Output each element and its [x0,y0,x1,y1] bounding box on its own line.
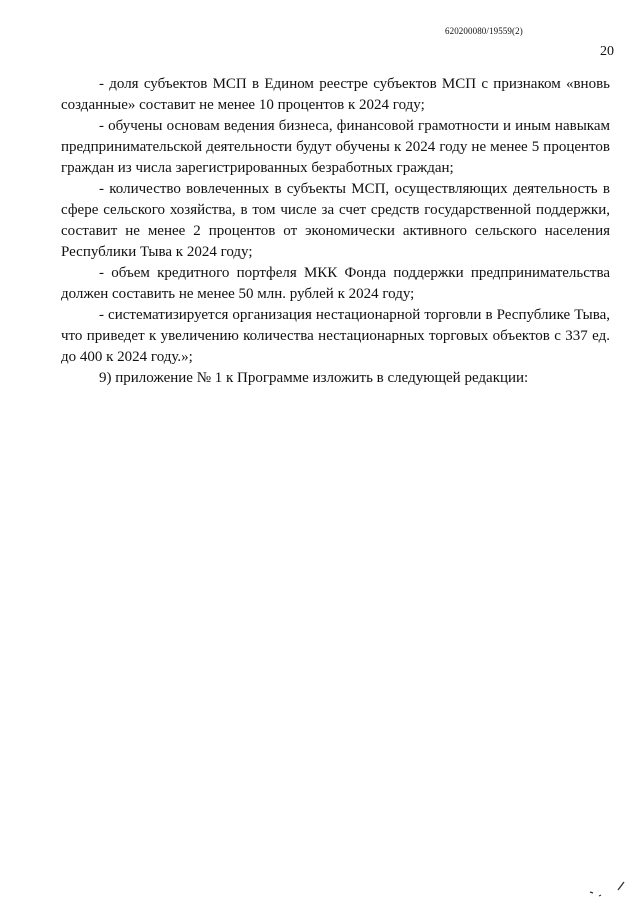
document-body [61,74,610,389]
page-number: 20 [600,44,614,59]
paragraph: - доля субъектов МСП в Едином реестре субъектов МСП с признаком «вновь созданные» составит не менее 10 процентов к 2024 году; [61,76,610,113]
scan-mark [588,878,628,900]
paragraph: 9) приложение № 1 к Программе изложить в следующей редакции: [99,370,529,386]
paragraph: - количество вовлеченных в субъекты МСП, осуществляющих деятельность в сфере сельского хозяйства, в том числе за счет средств государственной поддержки, составит не менее 2 процентов от экономически активного сельского населения Республики Тыва к 2024 году; [61,181,610,260]
document-code: 620200080/19559(2) [445,26,523,36]
paragraph: - систематизируется организация нестационарной торговли в Республике Тыва, что приведет к увеличению количества нестационарных торговых объектов с 337 ед. до 400 к 2024 году.»; [61,307,610,365]
paragraph: - объем кредитного портфеля МКК Фонда поддержки предпринимательства должен составить не менее 50 млн. рублей к 2024 году; [61,265,610,302]
paragraph: - обучены основам ведения бизнеса, финансовой грамотности и иным навыкам предпринимательской деятельности будут обучены к 2024 году не менее 5 процентов граждан из числа зарегистрированных безработных граждан; [61,118,610,176]
